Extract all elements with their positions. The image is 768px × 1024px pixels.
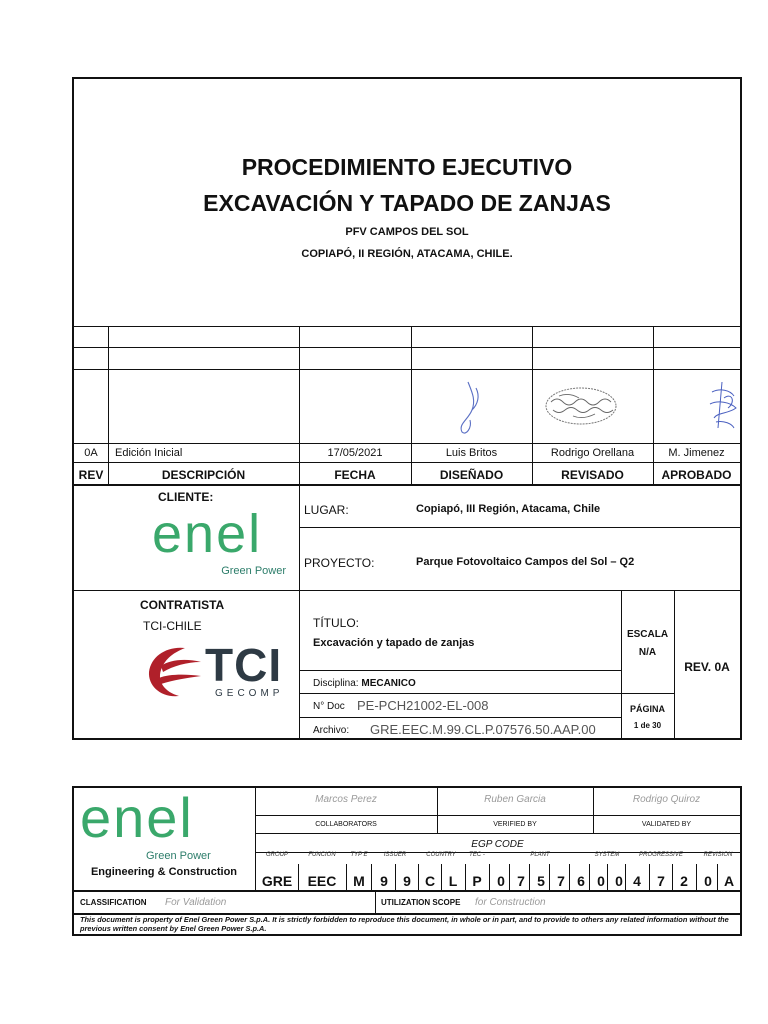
section-line xyxy=(74,590,740,591)
code-sep xyxy=(346,864,347,890)
utilization-label: UTILIZATION SCOPE xyxy=(381,898,461,907)
code-sep xyxy=(569,864,570,890)
contractor-line xyxy=(299,717,621,718)
rev-table-col xyxy=(299,326,300,484)
utilization-value: for Construction xyxy=(475,897,546,908)
project-location: COPIAPÓ, II REGIÓN, ATACAMA, CHILE. xyxy=(301,248,513,260)
field-progressive-label: PROGRESSIVE xyxy=(639,852,683,858)
code-sep xyxy=(549,864,550,890)
validated-name: Rodrigo Quiroz xyxy=(632,794,701,805)
code-char: 5 xyxy=(537,873,545,889)
rev-table-line xyxy=(74,462,740,463)
code-char: 9 xyxy=(403,873,411,889)
code-sep xyxy=(395,864,396,890)
description-value: Edición Inicial xyxy=(115,447,183,459)
description-header: DESCRIPCIÓN xyxy=(161,468,246,482)
rev-table-col xyxy=(532,326,533,484)
page-label: PÁGINA xyxy=(629,704,665,714)
contractor-label: CONTRATISTA xyxy=(140,598,225,612)
egp-line xyxy=(255,815,740,816)
enel-logo-subtitle: Green Power xyxy=(221,565,286,577)
contractor-line xyxy=(299,693,674,694)
collaborator-name: Marcos Perez xyxy=(315,794,377,805)
rev-table-col xyxy=(411,326,412,484)
project-label: PROYECTO: xyxy=(304,556,375,570)
signature-rodrigo-orellana xyxy=(543,384,621,428)
code-char: 0 xyxy=(597,873,605,889)
discipline-label: Disciplina: xyxy=(313,678,359,689)
enel-logo-wordmark: enel xyxy=(152,504,263,564)
code-sep xyxy=(465,864,466,890)
designed-header: DISEÑADO xyxy=(439,468,504,482)
client-label: CLIENTE: xyxy=(158,490,214,504)
field-revision-label: REVISION xyxy=(703,852,733,858)
classification-value: For Validation xyxy=(165,897,227,908)
tci-logo-subtitle: GECOMP xyxy=(215,688,284,699)
date-header: FECHA xyxy=(334,468,376,482)
code-char: 7 xyxy=(657,873,665,889)
code-char: 4 xyxy=(633,873,641,889)
file-value: GRE.EEC.M.99.CL.P.07576.50.AAP.00 xyxy=(370,722,596,737)
reviewed-header: REVISADO xyxy=(561,468,624,482)
code-sep xyxy=(696,864,697,890)
disclaimer-text: This document is property of Enel Green Power S.p.A. It is strictly forbidden to reproduce this document, in whole or in part, and to provide to others any related information without the previous written consent by Enel Green Power S.p.A. xyxy=(80,915,729,933)
egp-enel-subtitle: Green Power xyxy=(146,850,211,862)
verified-name: Ruben Garcia xyxy=(484,794,546,805)
code-char: 9 xyxy=(380,873,388,889)
doc-number-value: PE-PCH21002-EL-008 xyxy=(357,698,489,713)
document-title-line2: EXCAVACIÓN Y TAPADO DE ZANJAS xyxy=(203,190,611,216)
code-sep xyxy=(418,864,419,890)
code-sep xyxy=(625,864,626,890)
egp-code-label: EGP CODE xyxy=(471,839,524,850)
discipline-line xyxy=(313,678,416,689)
code-char: 2 xyxy=(680,873,688,889)
project-name: PFV CAMPOS DEL SOL xyxy=(345,226,469,238)
rev-table-line xyxy=(74,369,740,370)
document-title-line1: PROCEDIMIENTO EJECUTIVO xyxy=(241,154,573,180)
egp-line xyxy=(74,890,740,892)
scale-value: N/A xyxy=(638,647,657,658)
code-sep xyxy=(441,864,442,890)
enel-logo xyxy=(152,504,292,582)
rev-value: 0A xyxy=(84,447,98,459)
revision-label: REV. 0A xyxy=(684,660,730,674)
code-char: C xyxy=(424,873,436,889)
rev-table-line xyxy=(74,484,740,486)
client-divider xyxy=(299,484,300,740)
field-country-label: COUNTRY xyxy=(426,852,456,858)
tci-logo xyxy=(145,639,290,704)
code-sep xyxy=(529,864,530,890)
code-char: 6 xyxy=(577,873,585,889)
client-line xyxy=(299,527,740,528)
rev-header: REV xyxy=(78,468,104,482)
rev-table-line xyxy=(74,326,740,327)
code-sep xyxy=(489,864,490,890)
rev-table-col xyxy=(108,326,109,484)
discipline-value: MECANICO xyxy=(361,678,416,689)
page-value: 1 de 30 xyxy=(633,721,662,730)
field-system-label: SYSTEM xyxy=(594,852,620,858)
code-sep xyxy=(509,864,510,890)
code-sep xyxy=(607,864,608,890)
code-sep xyxy=(589,864,590,890)
egp-col xyxy=(375,890,376,913)
field-group-label: GROUP xyxy=(265,852,288,858)
designed-value: Luis Britos xyxy=(445,447,498,459)
rev-table-col xyxy=(653,326,654,484)
rev-table-line xyxy=(74,443,740,444)
code-char: 0 xyxy=(704,873,712,889)
signature-luis-britos xyxy=(450,378,490,438)
code-sep xyxy=(717,864,718,890)
rev-table-line xyxy=(74,347,740,348)
file-label: Archivo: xyxy=(313,725,350,736)
code-char: L xyxy=(448,873,458,889)
reviewed-value: Rodrigo Orellana xyxy=(550,447,635,459)
tci-logo-wordmark: TCI xyxy=(205,639,283,691)
company-name: Engineering & Construction xyxy=(90,866,238,878)
project-value: Parque Fotovoltaico Campos del Sol – Q2 xyxy=(416,556,635,568)
code-sep xyxy=(371,864,372,890)
contractor-line xyxy=(299,670,621,671)
code-char: A xyxy=(723,873,735,889)
egp-line xyxy=(255,833,740,834)
approved-value: M. Jimenez xyxy=(668,447,725,459)
tci-logo-swoosh xyxy=(145,642,205,702)
contractor-name: TCI-CHILE xyxy=(143,619,202,633)
code-group: GRE xyxy=(261,873,293,889)
code-char: 0 xyxy=(615,873,623,889)
verified-label: VERIFIED BY xyxy=(493,821,537,828)
field-issuer-label: ISSUER xyxy=(383,852,407,858)
approved-header: APROBADO xyxy=(661,468,732,482)
field-function-label: FUNCION xyxy=(308,852,336,858)
doc-number-label: N° Doc xyxy=(313,701,345,712)
place-label: LUGAR: xyxy=(304,503,349,517)
egp-enel-logo xyxy=(78,786,248,862)
code-char: 0 xyxy=(497,873,505,889)
egp-enel-wordmark: enel xyxy=(80,786,194,849)
field-plant-label: PLANT xyxy=(530,852,550,858)
contractor-col xyxy=(621,590,622,740)
code-char: P xyxy=(472,873,482,889)
collaborators-label: COLLABORATORS xyxy=(315,821,377,828)
validated-label: VALIDATED BY xyxy=(641,821,692,828)
code-sep xyxy=(672,864,673,890)
field-type-label: TYP E xyxy=(350,852,368,858)
scale-label: ESCALA xyxy=(626,629,669,640)
code-char: 7 xyxy=(517,873,525,889)
code-sep xyxy=(298,864,299,890)
title-label: TÍTULO: xyxy=(313,616,360,630)
code-char: 7 xyxy=(557,873,565,889)
field-tec-label: TEC - xyxy=(469,852,485,858)
classification-label: CLASSIFICATION xyxy=(80,898,147,907)
date-value: 17/05/2021 xyxy=(327,447,383,459)
code-sep xyxy=(649,864,650,890)
code-char: M xyxy=(353,873,365,889)
place-value: Copiapó, III Región, Atacama, Chile xyxy=(416,503,601,515)
signature-m-jimenez xyxy=(706,378,742,434)
code-function: EEC xyxy=(307,873,337,889)
title-value: Excavación y tapado de zanjas xyxy=(313,637,475,649)
